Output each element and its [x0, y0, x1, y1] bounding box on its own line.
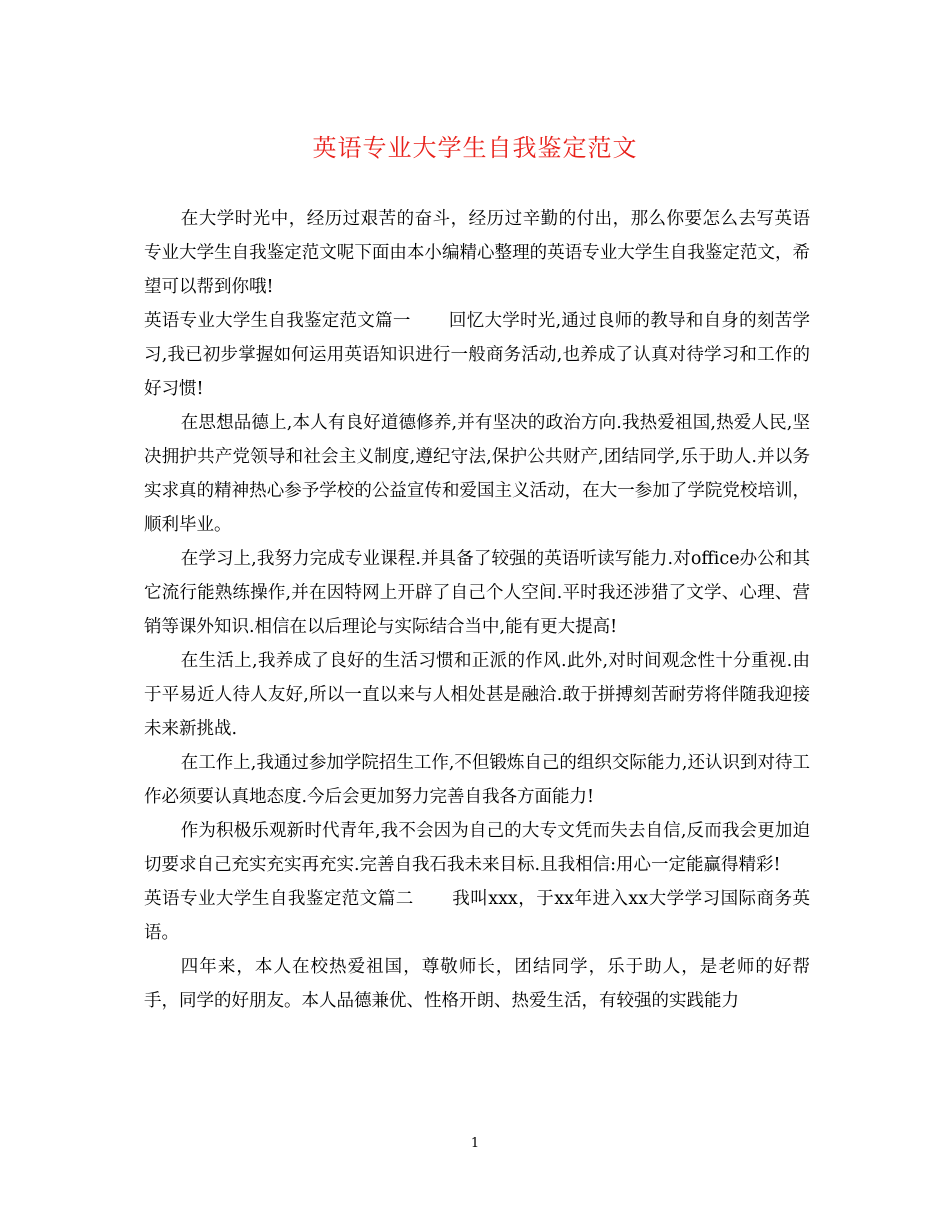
section-1-paragraph-conclusion: 作为积极乐观新时代青年,我不会因为自己的大专文凭而失去自信,反而我会更加迫切要求自己充实充实再充实.完善自我石我未来目标.且我相信:用心一定能赢得精彩! [144, 821, 810, 875]
section-1-first-text: 回忆大学时光,通过良师的教导和自身的刻苦学习,我已初步掌握如何运用英语知识进行一般商务活动,也养成了认真对待学习和工作的好习惯! [144, 311, 810, 399]
section-1-paragraph-work: 在工作上,我通过参加学院招生工作,不但锻炼自己的组织交际能力,还认识到对待工作必须要认真地态度.今后会更加努力完善自我各方面能力! [144, 753, 810, 807]
section-2-heading: 英语专业大学生自我鉴定范文篇二 [144, 889, 414, 909]
document-body [144, 202, 810, 1018]
section-2-paragraph-four-years: 四年来，本人在校热爱祖国，尊敬师长，团结同学，乐于助人，是老师的好帮手，同学的好朋友。本人品德兼优、性格开朗、热爱生活，有较强的实践能力 [144, 957, 810, 1011]
section-1-first-paragraph [144, 304, 810, 406]
section-1-paragraph-study: 在学习上,我努力完成专业课程.并具备了较强的英语听读写能力.对office办公和其它流行能熟练操作,并在因特网上开辟了自己个人空间.平时我还涉猎了文学、心理、营销等课外知识.相信在以后理论与实际结合当中,能有更大提高! [144, 549, 810, 637]
intro-paragraph: 在大学时光中，经历过艰苦的奋斗，经历过辛勤的付出，那么你要怎么去写英语专业大学生自我鉴定范文呢下面由本小编精心整理的英语专业大学生自我鉴定范文，希望可以帮到你哦! [144, 209, 810, 297]
page-number: 1 [470, 1136, 480, 1151]
section-1-paragraph-ideology: 在思想品德上,本人有良好道德修养,并有坚决的政治方向.我热爱祖国,热爱人民,坚决拥护共产党领导和社会主义制度,遵纪守法,保护公共财产,团结同学,乐于助人.并以务实求真的精神热心参予学校的公益宣传和爱国主义活动，在大一参加了学院党校培训，顺利毕业。 [144, 413, 810, 535]
section-1-heading: 英语专业大学生自我鉴定范文篇一 [144, 311, 411, 331]
section-1-paragraph-life: 在生活上,我养成了良好的生活习惯和正派的作风.此外,对时间观念性十分重视.由于平易近人待人友好,所以一直以来与人相处甚是融洽.敢于拼搏刻苦耐劳将伴随我迎接未来新挑战. [144, 651, 810, 739]
section-2-first-text: 我叫xxx，于xx年进入xx大学学习国际商务英语。 [144, 889, 811, 943]
document-title: 英语专业大学生自我鉴定范文 [312, 134, 638, 162]
section-2-first-paragraph [144, 882, 810, 950]
